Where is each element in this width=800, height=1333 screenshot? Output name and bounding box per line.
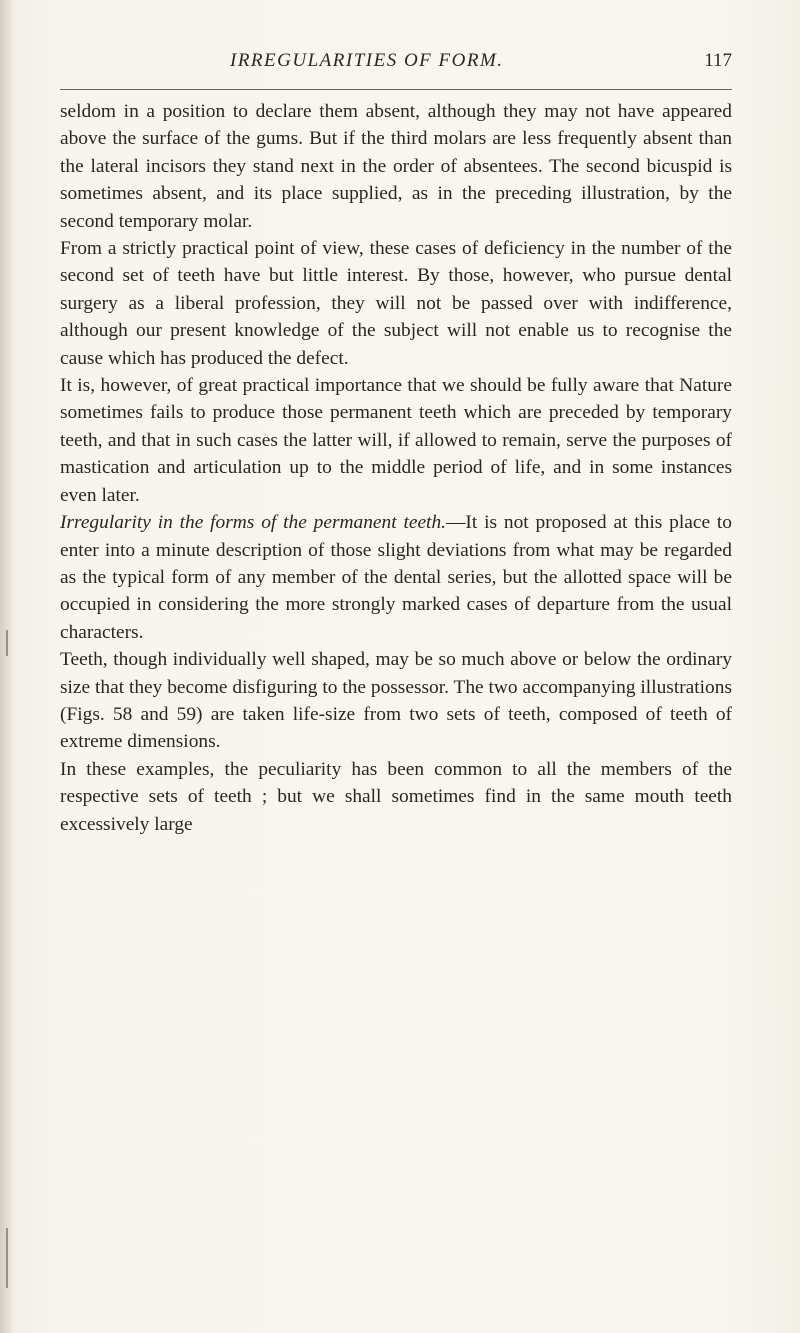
running-title: IRREGULARITIES OF FORM. — [230, 50, 504, 71]
page-edge-shadow — [0, 0, 14, 1333]
page-edge-mark — [6, 1228, 8, 1288]
paragraph-1: seldom in a position to declare them absent, although they may not have appeared above the surface of the gums. But if the third molars are less frequently absent than the lateral incisors they stand next in the order of absentees. The second bicuspid is sometimes absent, and its place supplied, as in the preceding illustration, by the second temporary molar. — [60, 101, 732, 232]
page-edge-mark — [6, 630, 8, 656]
paragraph-2: From a strictly practical point of view, these cases of deficiency in the number of the second set of teeth have but little interest. By those, however, who pursue dental surgery as a liberal profession, they will not be passed over with indifference, although our present knowledge of the subject will not enable us to recognise the cause which has produced the defect. — [60, 238, 732, 369]
header-rule — [60, 89, 732, 90]
paragraph-4 — [60, 509, 732, 646]
paragraph-5: Teeth, though individually well shaped, may be so much above or below the ordinary size that they become disfiguring to the possessor. The two accompanying illustrations (Figs. 58 and 59) are taken life-size from two sets of teeth, composed of teeth of extreme dimensions. — [60, 649, 732, 753]
page-header — [60, 50, 732, 84]
paragraph-4-text: —It is not proposed at this place to enter into a minute description of those slight deviations from what may be regarded as the typical form of any member of the dental series, but the allotted space will be occupied in considering the more strongly marked cases of departure from the usual characters. — [60, 512, 732, 643]
paragraph-3: It is, however, of great practical importance that we should be fully aware that Nature sometimes fails to produce those permanent teeth which are preceded by temporary teeth, and that in such cases the latter will, if allowed to remain, serve the purposes of mastication and articulation up to the middle period of life, and in some instances even later. — [60, 375, 732, 506]
body-text — [60, 98, 732, 838]
page-number: 117 — [704, 50, 732, 71]
paragraph-6: In these examples, the peculiarity has been common to all the members of the respective sets of teeth ; but we shall sometimes find in the same mouth teeth excessively large — [60, 758, 732, 835]
section-heading: Irregularity in the forms of the permanent teeth. — [60, 512, 446, 534]
